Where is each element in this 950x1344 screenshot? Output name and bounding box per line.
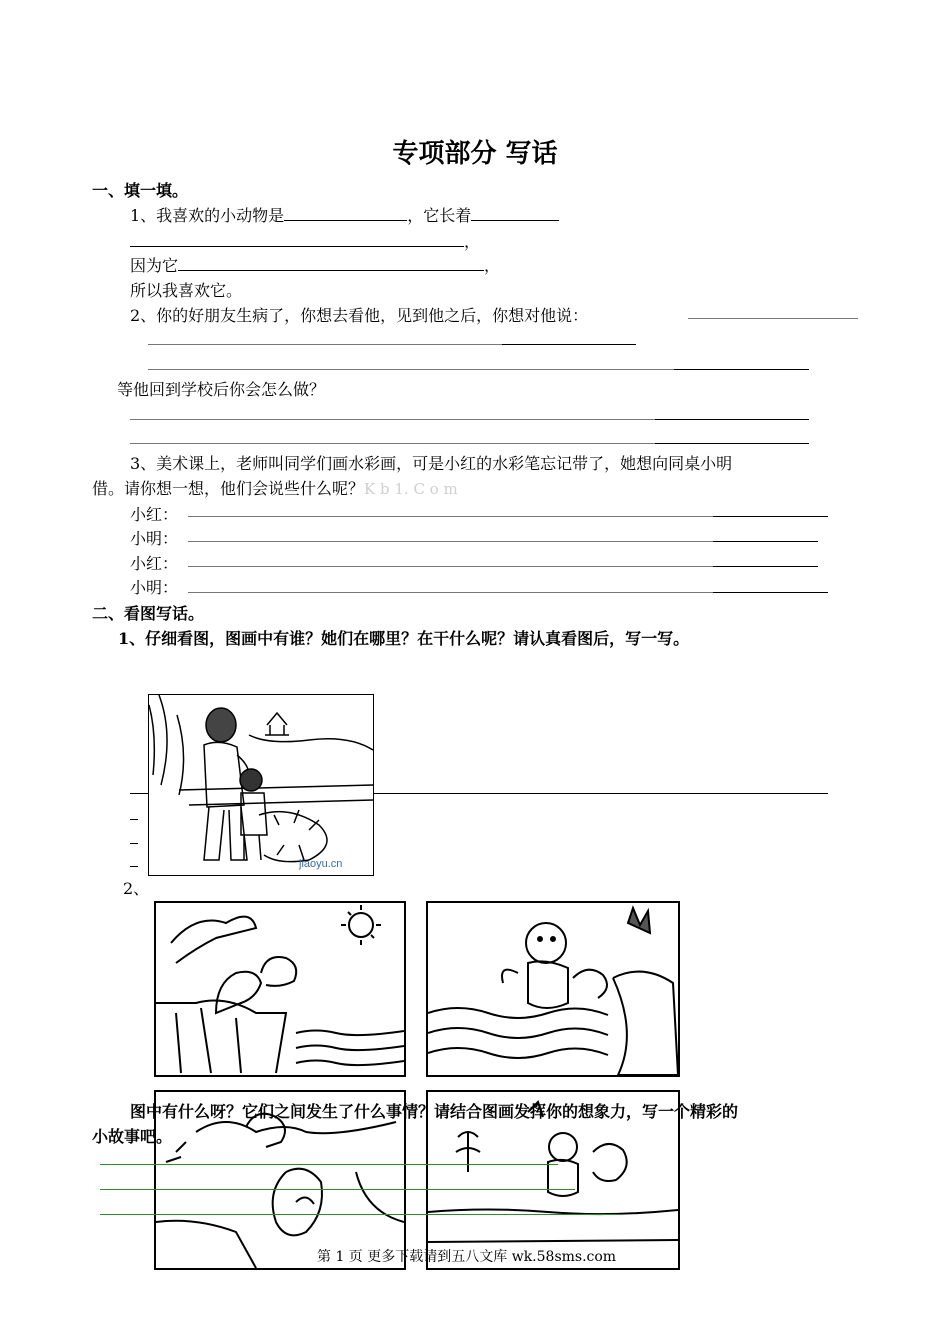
- answer-line[interactable]: [130, 866, 138, 867]
- answer-line[interactable]: [188, 566, 713, 567]
- q1-line1-text-b: ，它长着: [407, 206, 472, 225]
- panel-2-drawing: [428, 903, 678, 1075]
- panel-1-drawing: [156, 903, 404, 1075]
- answer-line[interactable]: [100, 1214, 620, 1215]
- q3-line2: [92, 476, 458, 499]
- answer-line[interactable]: [713, 516, 828, 517]
- q1-line3-text: 因为它: [130, 256, 179, 275]
- q2-text: 2、你的好朋友生病了，你想去看他，见到他之后，你想对他说：: [130, 306, 589, 325]
- answer-line[interactable]: [130, 419, 655, 420]
- answer-line[interactable]: [100, 1189, 575, 1190]
- q2-follow: 等他回到学校后你会怎么做？: [117, 380, 326, 399]
- answer-line[interactable]: [188, 516, 713, 517]
- dialog-label: 小明：: [130, 578, 179, 597]
- section2-q1: 1、仔细看图，图画中有谁？她们在哪里？在干什么呢？请认真看图后，写一写。: [118, 629, 690, 648]
- page-title: 专项部分 写话: [392, 139, 558, 169]
- dialog-label: 小红：: [130, 505, 179, 524]
- dialog-label: 小红：: [130, 554, 179, 573]
- answer-line[interactable]: [655, 419, 809, 420]
- answer-line[interactable]: [130, 843, 138, 844]
- page-footer: 第 1 页 更多下载请到五八文库 wk.58sms.com: [317, 1249, 617, 1265]
- section1-heading: 一、填一填。: [92, 181, 189, 200]
- dialog-label: 小明：: [130, 529, 179, 548]
- q1-line1-text-a: 1、我喜欢的小动物是: [130, 206, 285, 225]
- answer-line[interactable]: [713, 566, 818, 567]
- section2-q2-prompt-line2: 小故事吧。: [92, 1127, 173, 1146]
- answer-line[interactable]: [502, 344, 636, 345]
- illustration-mother-child: [148, 694, 374, 876]
- q1-line2: [130, 229, 480, 252]
- q3-line2-text: 借。请你想一想，他们会说些什么呢？: [92, 479, 365, 498]
- answer-line[interactable]: [713, 592, 828, 593]
- answer-line[interactable]: [148, 369, 674, 370]
- section2-q2-prompt-line1: 图中有什么呀？它们之间发生了什么事情？请结合图画发挥你的想象力，写一个精彩的: [130, 1102, 739, 1121]
- comic-panel-2: [426, 901, 680, 1077]
- q1-line1: [130, 203, 559, 226]
- answer-line[interactable]: [674, 369, 809, 370]
- section2-q2-label: 2、: [123, 879, 150, 898]
- watermark-text: K b 1. C o m: [364, 480, 458, 498]
- answer-line[interactable]: [130, 443, 655, 444]
- answer-line[interactable]: [713, 541, 818, 542]
- answer-blank[interactable]: [284, 206, 407, 221]
- section2-heading: 二、看图写话。: [92, 604, 205, 623]
- mother-child-drawing: [149, 695, 373, 875]
- answer-blank[interactable]: [178, 256, 484, 271]
- q1-line3-end: ，: [484, 256, 501, 275]
- answer-line[interactable]: [688, 318, 858, 319]
- answer-line[interactable]: [655, 443, 809, 444]
- answer-blank[interactable]: [471, 206, 559, 221]
- answer-line[interactable]: [148, 344, 502, 345]
- q1-line2-end: ，: [464, 232, 481, 251]
- q1-line3: [130, 253, 500, 276]
- answer-blank[interactable]: [130, 232, 464, 247]
- q1-line4: 所以我喜欢它。: [130, 281, 243, 300]
- answer-line[interactable]: [188, 541, 713, 542]
- answer-line[interactable]: [100, 1164, 558, 1165]
- q3-line1: 3、美术课上，老师叫同学们画水彩画，可是小红的水彩笔忘记带了，她想向同桌小明: [130, 454, 733, 473]
- answer-line[interactable]: [130, 819, 138, 820]
- answer-line[interactable]: [188, 592, 713, 593]
- picture-watermark: jiaoyu.cn: [299, 858, 343, 870]
- comic-panel-1: [154, 901, 406, 1077]
